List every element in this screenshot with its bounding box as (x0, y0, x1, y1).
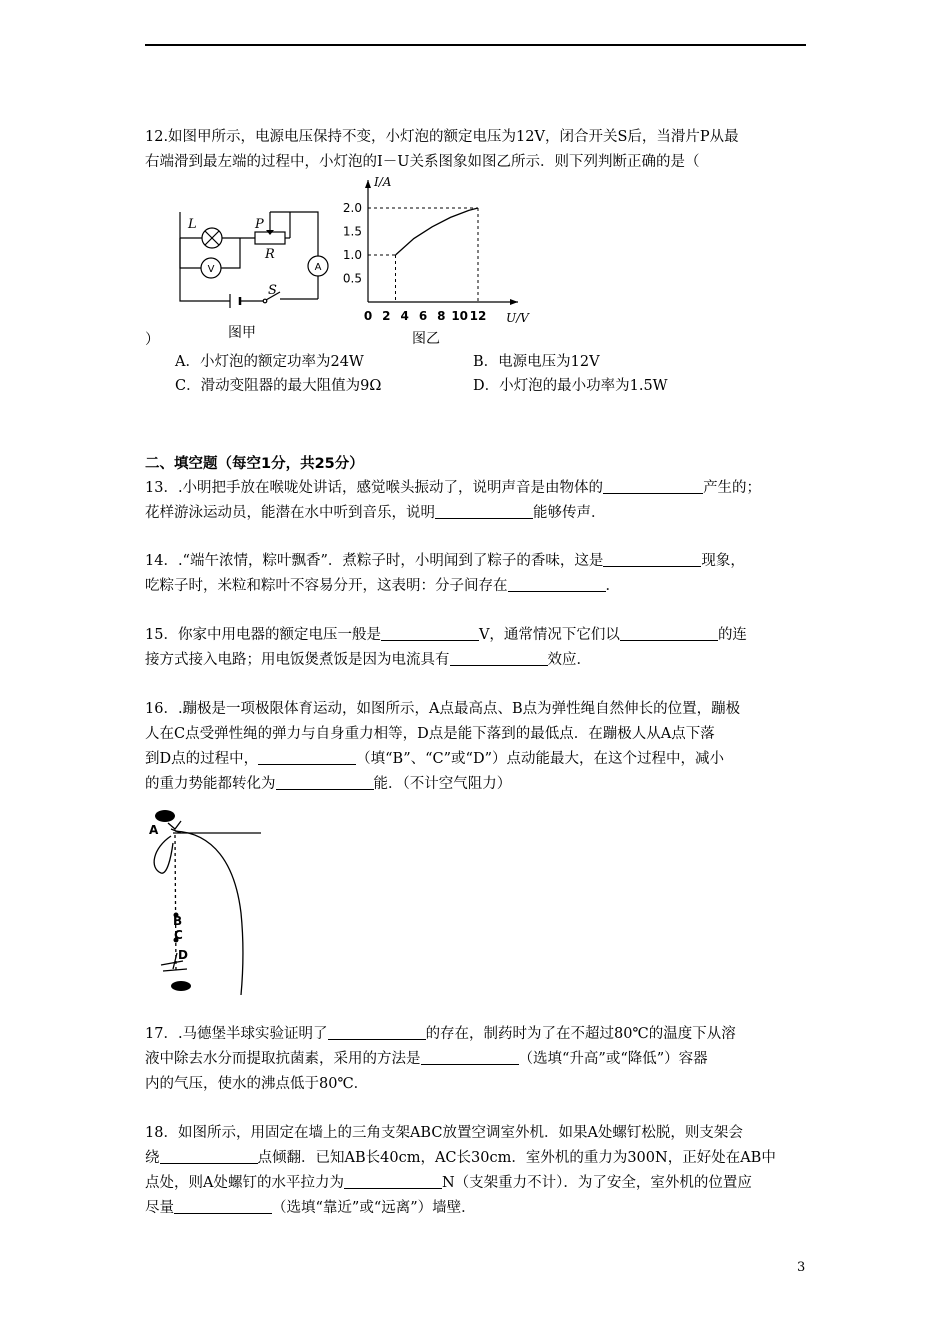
q18-blank-2 (344, 1173, 442, 1189)
q13-text-2a: 花样游泳运动员，能潜在水中听到音乐，说明 (145, 505, 435, 521)
x-tick-label: 10 (451, 309, 469, 323)
label-P: P (255, 217, 264, 232)
label-L: L (188, 217, 197, 232)
q18-line-3 (145, 1173, 752, 1193)
q13-text-2b: 能够传声． (533, 505, 606, 521)
q14-text-1b: 现象， (701, 553, 745, 569)
q12-option-d: D．小灯泡的最小功率为1.5W (473, 378, 668, 394)
y-tick-label: 2.0 (342, 201, 362, 215)
caption-figure-a: 图甲 (228, 325, 256, 341)
x-tick-label: 0 (363, 309, 373, 323)
x-tick-label: 6 (418, 309, 428, 323)
q17-line-2 (145, 1049, 708, 1069)
x-tick-label: 4 (400, 309, 409, 323)
x-axis-label: U/V (506, 311, 529, 325)
q15-line-2 (145, 650, 591, 670)
q18-text-3b: N（支架重力不计）．为了安全，室外机的位置应 (441, 1175, 752, 1191)
page-number: 3 (797, 1260, 806, 1275)
q18-text-2a: 绕 (145, 1150, 160, 1166)
q16-text-3b: （填“B”、“C”或“D”）点动能最大，在这个过程中，减小 (356, 751, 724, 767)
x-tick-label: 12 (469, 309, 487, 323)
q16-blank-1 (258, 749, 356, 765)
q13-line-1 (145, 478, 761, 498)
q17-blank-2 (421, 1049, 519, 1065)
bungee-label-C: C (174, 928, 183, 942)
q16-text-3a: 到D点的过程中， (145, 751, 259, 767)
label-R: R (265, 247, 275, 262)
section-title: 二、填空题（每空1分，共25分） (145, 456, 364, 472)
bungee-figure (143, 803, 268, 998)
caption-figure-b: 图乙 (412, 331, 440, 347)
q17-line-3: 内的气压，使水的沸点低于80℃． (145, 1076, 369, 1092)
q16-text-4a: 的重力势能都转化为 (145, 776, 276, 792)
q16-line-2: 人在C点受弹性绳的弹力与自身重力相等，D点是能下落到的最低点．在蹦极人从A点下落 (145, 726, 715, 742)
q18-line-4 (145, 1198, 476, 1218)
y-tick-label: 1.5 (342, 224, 362, 239)
q12-line-1: 12.如图甲所示，电源电压保持不变，小灯泡的额定电压为12V，闭合开关S后，当滑片P从最 (145, 129, 739, 145)
q17-text-1b: 的存在，制药时为了在不超过80℃的温度下从溶 (425, 1026, 736, 1042)
q15-blank-3 (450, 650, 548, 666)
q13-blank-2 (435, 503, 533, 519)
q18-text-2b: 点倾翻．已知AB长40cm，AC长30cm．室外机的重力为300N，正好处在AB中 (257, 1150, 776, 1166)
q15-blank-1 (381, 625, 479, 641)
q15-blank-2 (620, 625, 718, 641)
q14-text-2a: 吃粽子时，米粒和粽叶不容易分开，这表明：分子间存在 (145, 578, 508, 594)
q17-line-1 (145, 1024, 736, 1044)
q13-blank-1 (603, 478, 703, 494)
q18-text-4a: 尽量 (145, 1200, 174, 1216)
q18-blank-3 (174, 1198, 272, 1214)
label-V: V (207, 264, 215, 275)
q16-line-1: 16．.蹦极是一项极限体育运动，如图所示，A点最高点、B点为弹性绳自然伸长的位置，蹦极 (145, 701, 741, 717)
q13-line-2 (145, 503, 606, 523)
bungee-label-A: A (149, 823, 159, 837)
iu-graph (340, 170, 529, 325)
q18-line-1: 18．如图所示，用固定在墙上的三角支架ABC放置空调室外机．如果A处螺钉松脱，则支架会 (145, 1125, 743, 1141)
q15-text-2a: 接方式接入电路；用电饭煲煮饭是因为电流具有 (145, 652, 450, 668)
label-A: A (314, 262, 322, 273)
q14-line-1 (145, 551, 745, 571)
q14-line-2 (145, 576, 620, 596)
q17-text-1a: 17．.马德堡半球实验证明了 (145, 1026, 328, 1042)
q16-text-4b: 能．（不计空气阻力） (373, 776, 512, 792)
x-tick-label: 2 (382, 309, 391, 323)
q12-line-2: 右端滑到最左端的过程中，小灯泡的I－U关系图象如图乙所示．则下列判断正确的是（ (145, 154, 700, 170)
y-tick-label: 1.0 (342, 248, 362, 262)
circuit-diagram (160, 190, 320, 310)
q16-line-3 (145, 749, 724, 769)
label-S: S (268, 283, 277, 298)
q16-line-4 (145, 774, 511, 794)
q15-text-1c: 的连 (717, 627, 747, 643)
q18-line-2 (145, 1148, 776, 1168)
x-axis-arrow (510, 299, 518, 305)
x-tick-label: 8 (437, 309, 446, 323)
q14-text-1a: 14．.“端午浓情，粽叶飘香”．煮粽子时，小明闻到了粽子的香味，这是 (145, 553, 604, 569)
q17-text-2a: 液中除去水分而提取抗菌素，采用的方法是 (145, 1051, 421, 1067)
q13-text-1b: 产生的； (703, 480, 762, 496)
q15-text-1a: 15．你家中用电器的额定电压一般是 (145, 627, 381, 643)
q17-blank-1 (328, 1024, 426, 1040)
q12-option-c: C．滑动变阻器的最大阻值为9Ω (175, 378, 382, 394)
q14-text-2b: ． (605, 578, 620, 594)
q17-text-2b: （选填“升高”或“降低”）容器 (518, 1051, 708, 1067)
q15-text-2b: 效应． (547, 652, 591, 668)
q18-blank-1 (160, 1148, 258, 1164)
q18-text-3a: 点处，则A处螺钉的水平拉力为 (145, 1175, 344, 1191)
q16-blank-2 (276, 774, 374, 790)
q12-option-b: B．电源电压为12V (473, 354, 600, 370)
q12-option-a: A．小灯泡的额定功率为24W (175, 354, 364, 370)
y-axis-label: I/A (374, 175, 392, 189)
header-rule (145, 44, 806, 46)
q15-line-1 (145, 625, 747, 645)
q18-text-4b: （选填“靠近”或“远离”）墙壁． (272, 1200, 476, 1216)
q14-blank-2 (508, 576, 606, 592)
y-tick-label: 0.5 (342, 271, 362, 286)
q14-blank-1 (603, 551, 701, 567)
series-line (396, 208, 479, 255)
y-axis-arrow (365, 180, 371, 188)
bungee-label-B: B (173, 914, 183, 928)
bungee-label-D: D (178, 948, 188, 962)
q15-text-1b: V，通常情况下它们以 (478, 627, 620, 643)
q13-text-1a: 13．.小明把手放在喉咙处讲话，感觉喉头振动了，说明声音是由物体的 (145, 480, 604, 496)
q12-paren-close: ） (145, 332, 160, 348)
